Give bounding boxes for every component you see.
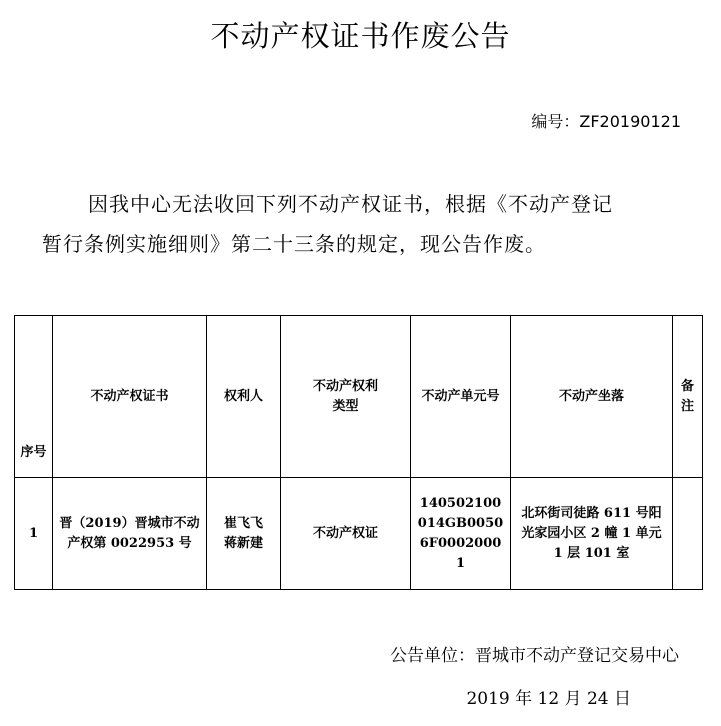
cell-right-type: 不动产权证 <box>281 478 411 590</box>
header-right-type: 不动产权利类型 <box>281 316 411 478</box>
table-header-row <box>15 316 703 478</box>
header-certificate: 不动产权证书 <box>53 316 207 478</box>
header-location: 不动产坐落 <box>511 316 673 478</box>
void-certificates-table <box>14 315 703 590</box>
cell-unit-no: 140502100014GB00506F00020001 <box>411 478 511 590</box>
header-seq: 序号 <box>15 316 53 478</box>
table-row <box>15 478 703 590</box>
cell-holder: 崔飞飞蒋新建 <box>207 478 281 590</box>
notice-body <box>42 184 682 264</box>
header-holder: 权利人 <box>207 316 281 478</box>
document-number: 编号：ZF20190121 <box>531 112 681 131</box>
cell-remark <box>673 478 703 590</box>
header-unit-no: 不动产单元号 <box>411 316 511 478</box>
cell-seq: 1 <box>15 478 53 590</box>
page-title: 不动产权证书作废公告 <box>210 19 511 53</box>
cell-location: 北环街司徒路 611 号阳光家园小区 2 幢 1 单元 1 层 101 室 <box>511 478 673 590</box>
issue-date: 2019 年 12 月 24 日 <box>466 689 631 709</box>
notice-body-line-2: 暂行条例实施细则》第二十三条的规定，现公告作废。 <box>42 232 546 256</box>
header-remark: 备注 <box>673 316 703 478</box>
notice-body-line-1: 因我中心无法收回下列不动产权证书，根据《不动产登记 <box>88 192 613 216</box>
cell-certificate: 晋（2019）晋城市不动产权第 0022953 号 <box>53 478 207 590</box>
issuing-unit: 公告单位：晋城市不动产登记交易中心 <box>390 646 679 666</box>
